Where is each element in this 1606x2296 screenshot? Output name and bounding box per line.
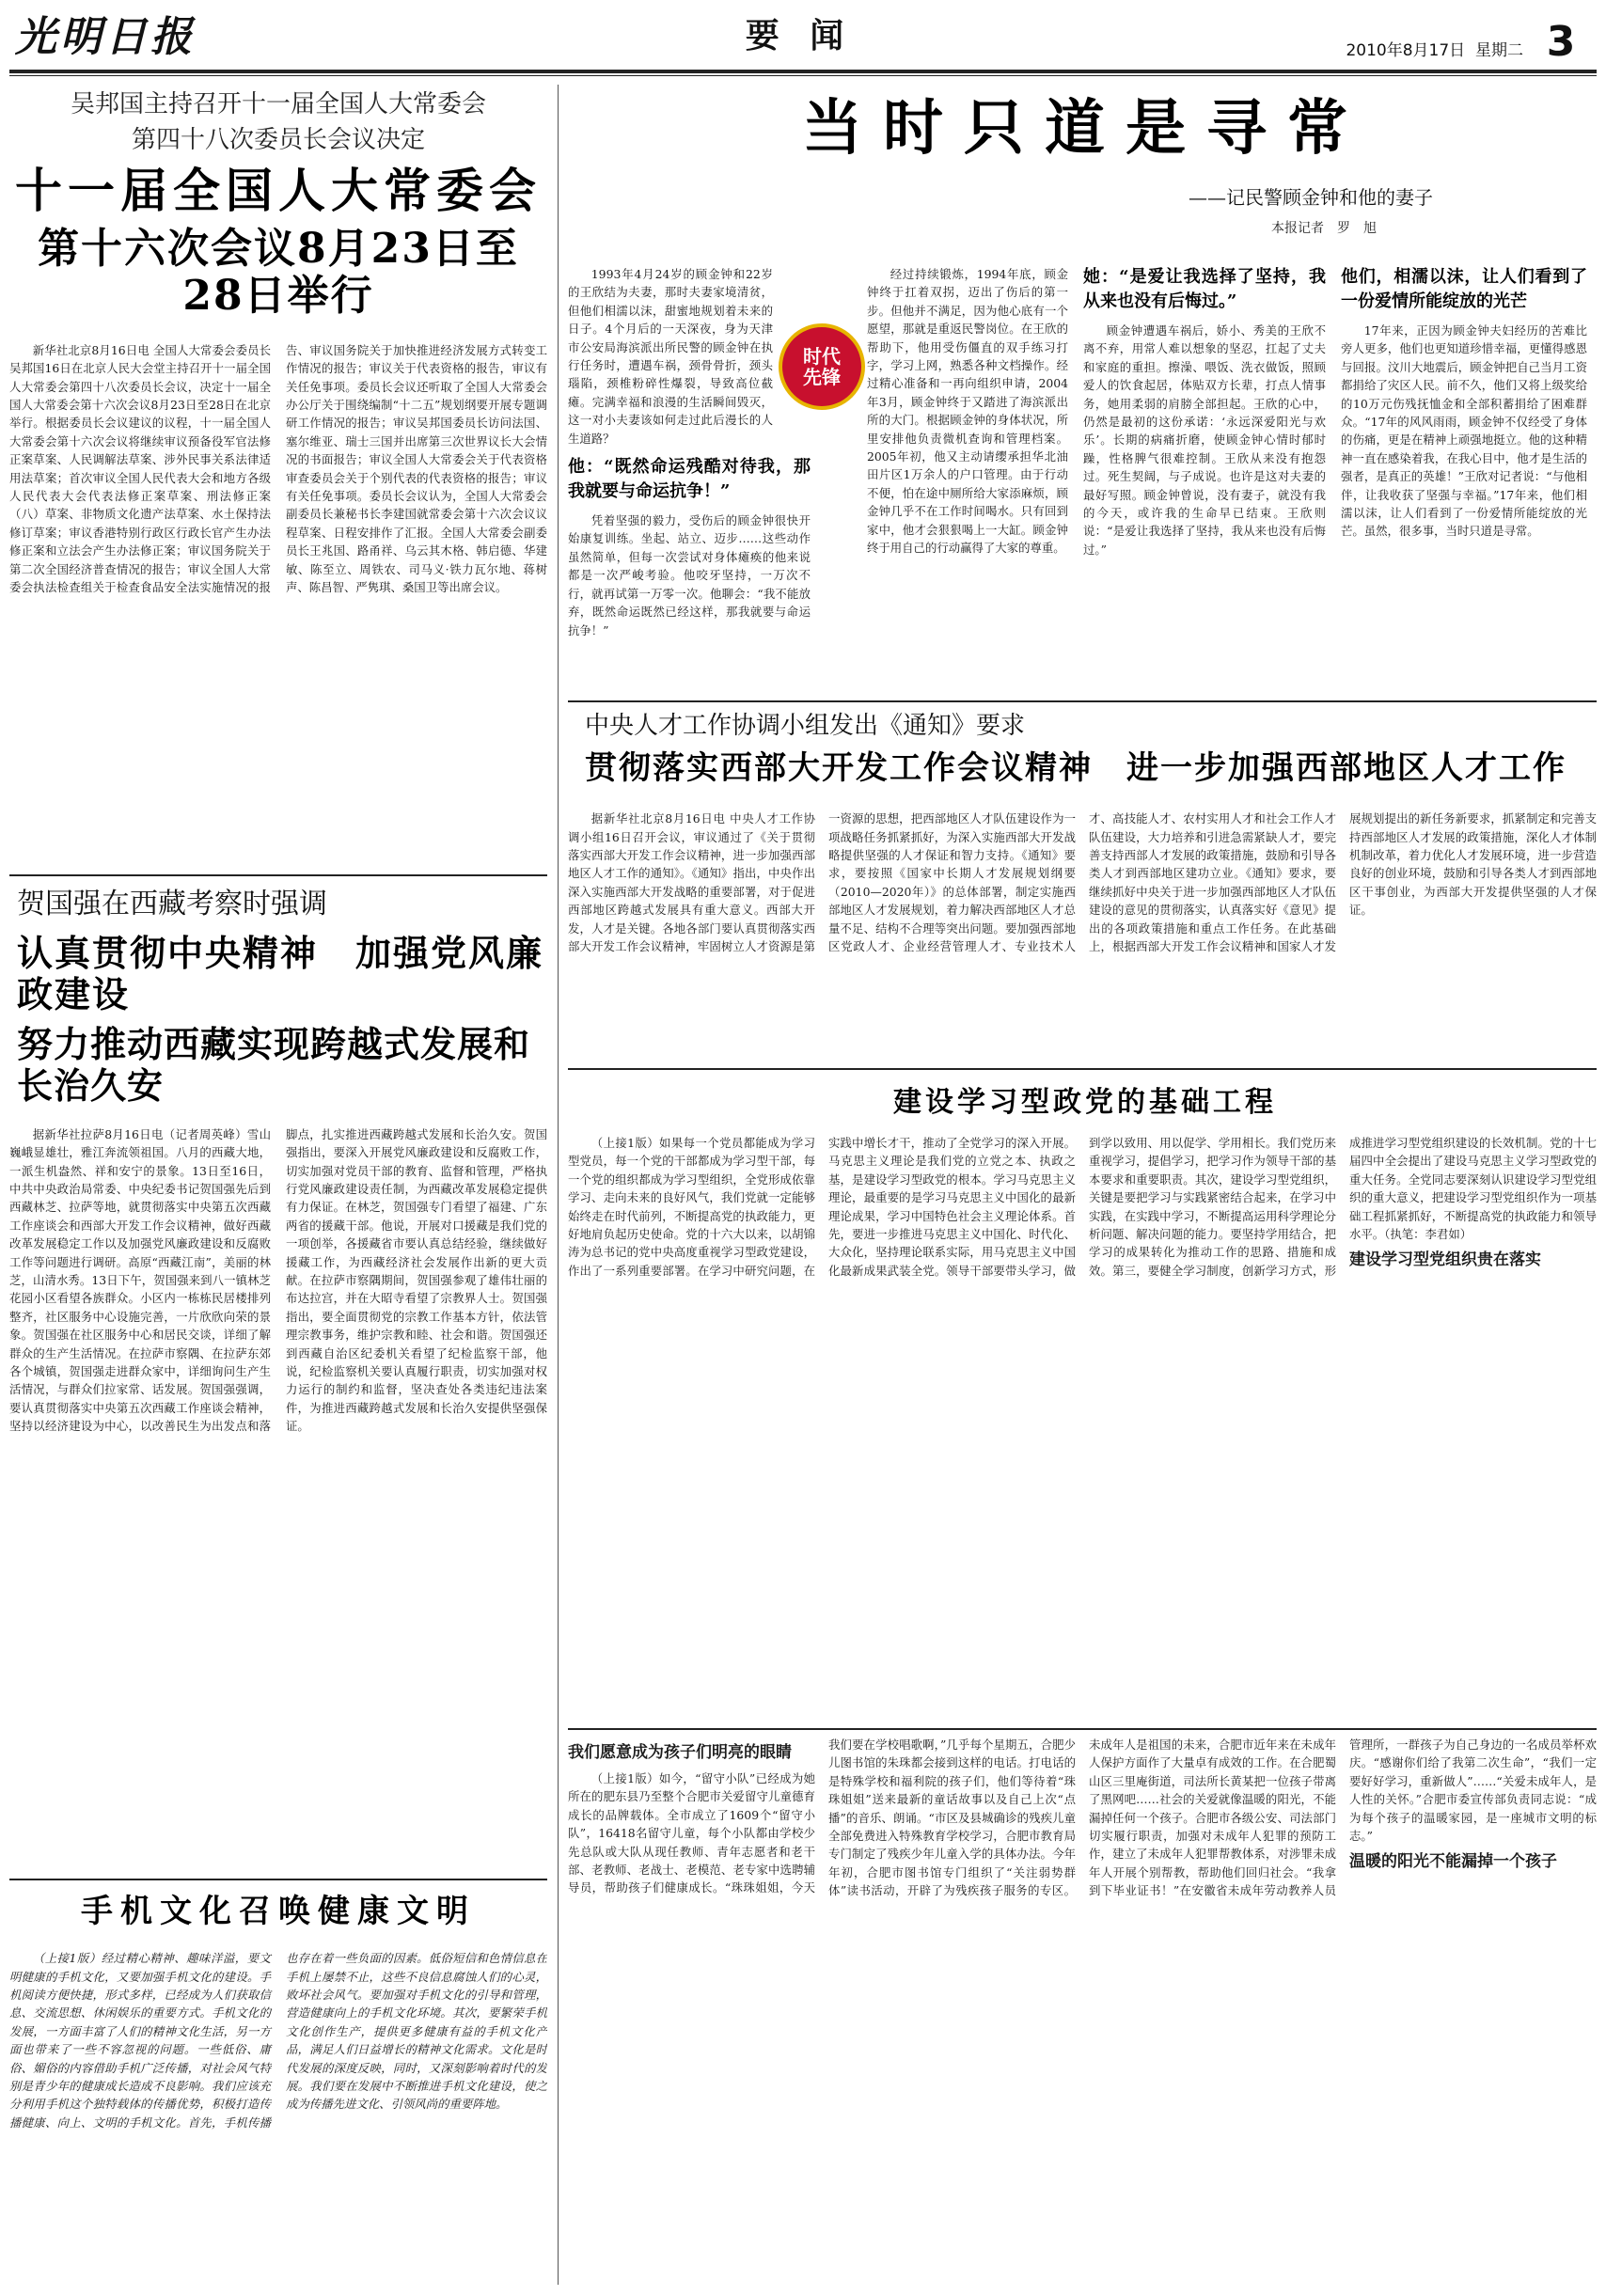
article-talent	[568, 707, 1597, 1064]
feature-col3-text: 顾金钟遭遇车祸后，娇小、秀美的王欣不离不弃，用常人难以想象的坚忍，扛起了丈夫和家庭的重担。擦澡、喂饭、洗衣做饭，照顾爱人的饮食起居，体贴双方长辈，打点人情事务，她用柔弱的肩膀全部担起。王欣的心中，仍然是最初的这份承诺：‘永远深爱阳光与欢乐’。长期的病痛折磨，使顾金钟心情时郁时躁，性格脾气很难控制。王欣从来没有抱怨过。死生契阔，与子成说。也许是这对夫妻的最好写照。顾金钟曾说，没有妻子，就没有我的今天，或许我的生命早已结束。王欣则说：“是爱让我选择了坚持，我从来也没有后悔过。”	[1083, 323, 1326, 557]
tibet-body-text: 据新华社拉萨8月16日电（记者周英峰）雪山巍峨显雄壮，雅江奔流领祖国。八月的西藏大地，一派生机盎然、祥和安宁的景象。13日至16日，中共中央政治局常委、中央纪委书记贺国强先后到西藏林芝、拉萨等地，就贯彻落实中央第五次西藏工作座谈会和西部大开发工作会议精神，做好西藏改革发展稳定工作以及加强党风廉政建设和反腐败工作等问题进行调研。高原“西藏江南”，美丽的林芝，山清水秀。13日下午，贺国强来到八一镇林芝花园小区看望各族群众。小区内一栋栋民居楼排列整齐，社区服务中心设施完善，一片欣欣向荣的景象。贺国强在社区服务中心和居民交谈，详细了解群众的生产生活情况。在拉萨市察隅、在拉萨东郊各个城镇，贺国强走进群众家中，详细询问生产生活情况，与群众们拉家常、话发展。贺国强强调，要认真贯彻落实中央第五次西藏工作座谈会精神，坚持以经济建设为中心，以改善民生为出发点和落脚点，扎实推进西藏跨越式发展和长治久安。贺国强指出，要深入开展党风廉政建设和反腐败工作，切实加强对党员干部的教育、监督和管理，严格执行党风廉政建设责任制，为西藏改革发展稳定提供有力保证。在林芝，贺国强专门看望了福建、广东两省的援藏干部。他说，开展对口援藏是我们党的一项创举，各援藏省市要认真总结经验，继续做好援藏工作，为西藏经济社会发展作出新的更大贡献。在拉萨市察隅期间，贺国强参观了雄伟壮丽的布达拉宫，并在大昭寺看望了宗教界人士。贺国强指出，要全面贯彻党的宗教工作基本方针，依法管理宗教事务，维护宗教和睦、社会和谐。贺国强还到西藏自治区纪委机关看望了纪检监察干部，他说，纪检监察机关要认真履行职责，切实加强对权力运行的制约和监督，坚决查处各类违纪违法案件，为推进西藏跨越式发展和长治久安提供坚强保证。	[9, 1126, 547, 1434]
npc-kicker-2: 第四十八次委员长会议决定	[131, 126, 425, 154]
npc-headline-1: 十一届全国人大常委会	[15, 163, 542, 218]
tibet-kicker: 贺国强在西藏考察时强调	[17, 888, 327, 920]
talent-body	[568, 810, 1597, 1035]
article-party	[568, 1074, 1597, 1722]
feature-quote-3: 他们，相濡以沫，让人们看到了一份爱情所能绽放的光芒	[1341, 267, 1587, 311]
npc-kicker-1: 吴邦国主持召开十一届全国人大常委会	[70, 90, 486, 118]
party-body-text: （上接1版）如果每一个党员都能成为学习型党员，每一个党的干部都成为学习型干部，每一个党的组织都成为学习型组织，全党形成依靠学习、走向未来的良好风气，我们党就一定能够始终走在时代前列，不断提高党的执政能力，更好地肩负起历史使命。党的十六大以来，以胡锦涛为总书记的党中央高度重视学习型政党建设，作出了一系列重要部署。在学习中研究问题，在实践中增长才干，推动了全党学习的深入开展。马克思主义理论是我们党的立党之本、执政之基，是建设学习型政党的根本。学习马克思主义理论，最重要的是学习马克思主义中国化的最新理论成果，学习中国特色社会主义理论体系。首先，要进一步推进马克思主义中国化、时代化、大众化，坚持理论联系实际，用马克思主义中国化最新成果武装全党。领导干部要带头学习，做到学以致用、用以促学、学用相长。我们党历来重视学习，提倡学习，把学习作为领导干部的基本要求和重要职责。其次，建设学习型党组织，关键是要把学习与实践紧密结合起来，在学习中实践，在实践中学习，不断提高运用科学理论分析问题、解决问题的能力。要坚持学用结合，把学习的成果转化为推动工作的思路、措施和成效。第三，要健全学习制度，创新学习方式，形成推进学习型党组织建设的长效机制。党的十七届四中全会提出了建设马克思主义学习型政党的重大任务。全党同志要深刻认识建设学习型党组织的重大意义，把建设学习型党组织作为一项基础工程抓紧抓好，不断提高党的执政能力和领导水平。（执笔：李君如）	[568, 1136, 1597, 1278]
tibet-body	[9, 1125, 547, 1871]
talent-kicker: 中央人才工作协调小组发出《通知》要求	[585, 712, 1026, 740]
issue-date	[1298, 39, 1523, 62]
children-body	[568, 1736, 1597, 2281]
article-npc	[9, 86, 547, 867]
feature-col-4	[1341, 265, 1587, 688]
talent-body-text: 据新华社北京8月16日电 中央人才工作协调小组16日召开会议，审议通过了《关于贯彻落实西部大开发工作会议精神，进一步加强西部地区人才工作的通知》。《通知》指出，中央作出深入实施西部大开发战略的重要部署，对于促进西部地区跨越式发展具有重大意义。西部大开发，人才是关键。各地各部门要认真贯彻落实西部大开发工作会议精神，牢固树立人才资源是第一资源的思想，把西部地区人才队伍建设作为一项战略任务抓紧抓好，为深入实施西部大开发战略提供坚强的人才保证和智力支持。《通知》要求，要按照《国家中长期人才发展规划纲要（2010—2020年）》的总体部署，制定实施西部地区人才发展规划，着力解决西部地区人才总量不足、结构不合理等突出问题。要加强西部地区党政人才、企业经营管理人才、专业技术人才、高技能人才、农村实用人才和社会工作人才队伍建设，大力培养和引进急需紧缺人才，要完善支持西部人才发展的政策措施，鼓励和引导各类人才到西部地区建功立业。《通知》要求，要继续抓好中央关于进一步加强西部地区人才队伍建设的意见的贯彻落实，认真落实好《意见》提出的各项政策措施和重点工作任务。在此基础上，根据西部大开发工作会议精神和国家人才发展规划提出的新任务新要求，抓紧制定和完善支持西部地区人才发展的政策措施，深化人才体制机制改革，着力优化人才发展环境，进一步营造良好的创业环境，鼓励和引导各类人才到西部地区干事创业，为西部大开发提供坚强的人才保证。	[568, 811, 1597, 953]
tibet-headline-1: 认真贯彻中央精神 加强党风廉政建设	[17, 932, 544, 1015]
column-divider	[558, 85, 559, 2285]
feature-headline: 当时只道是寻常	[802, 93, 1368, 164]
date-text: 2010年8月17日	[1346, 41, 1466, 60]
feature-quote-1: 他：“既然命运残酷对待我，那我就要与命运抗争！”	[568, 457, 811, 502]
party-headline: 建设学习型政党的基础工程	[893, 1086, 1277, 1119]
article-feature	[568, 86, 1597, 698]
feature-col4-text: 17年来，正因为顾金钟夫妇经历的苦难比旁人更多，他们也更知道珍惜幸福，更懂得感恩与回报。汶川大地震后，顾金钟把自己当月工资都捐给了灾区人民。前不久，他们又将上级奖给的10万元伤残抚恤金和全部积蓄捐给了困难群众。“17年的风风雨雨，顾金钟不仅经受了身体的伤痛，更是在精神上顽强地挺立。他的这种精神一直在感染着我，在我心目中，他才是生活的强者，是真正的英雄！”王欣对记者说：“与他相伴，让我收获了坚强与幸福。”17年来，他们相濡以沫，让人们看到了一份爱情所能绽放的光芒。虽然，很多事，当时只道是寻常。	[1341, 323, 1587, 539]
weekday-text: 星期二	[1475, 41, 1523, 60]
tibet-headline-2: 努力推动西藏实现跨越式发展和长治久安	[17, 1023, 531, 1108]
npc-body	[9, 341, 547, 867]
children-body-text: （上接1版）如今，“留守小队”已经成为她所在的肥东县乃至整个合肥市关爱留守儿童德育成长的品牌载体。全市成立了1609个“留守小队”，16418名留守儿童，每个小队都由学校少先总队或大队从现任教师、青年志愿者和老干部、老教师、老战士、老模范、老专家中选聘辅导员，帮助孩子们健康成长。“珠珠姐姐，今天我们要在学校唱歌啊，”几乎每个星期五，合肥少儿图书馆的朱珠都会接到这样的电话。打电话的是特殊学校和福利院的孩子们，他们等待着“珠珠姐姐”送来最新的童话故事以及自己上次“点播”的音乐、朗诵。“市区及县城确诊的残疾儿童全部免费进入特殊教育学校学习，合肥市教育局专门制定了残疾少年儿童入学的具体办法。今年年初，合肥市图书馆专门组织了“关注弱势群体”读书活动，开辟了为残疾孩子服务的专区。未成年人是祖国的未来，合肥市近年来在未成年人保护方面作了大量卓有成效的工作。在合肥蜀山区三里庵街道，司法所长黄某把一位孩子带离了黑网吧……社会的关爱就像温暖的阳光，不能漏掉任何一个孩子。合肥市各级公安、司法部门切实履行职责，加强对未成年人犯罪的预防工作，建立了未成年人犯罪帮教体系，对涉罪未成年人开展个别帮教，帮助他们回归社会。“我拿到下毕业证书！”在安徽省未成年劳动教养人员管理所，一群孩子为自己身边的一名成员举杯欢庆。“感谢你们给了我第二次生命”，“我们一定要好好学习，重新做人”……“关爱未成年人，是人性的关怀。”合肥市委宣传部负责同志说：“成为每个孩子的温暖家园，是一座城市文明的标志。”	[568, 1738, 1597, 1898]
npc-headline-2: 第十六次会议8月23日至28日举行	[38, 224, 519, 321]
newspaper-logo: 光明日报	[15, 13, 196, 61]
party-subhead: 建设学习型党组织贵在落实	[1349, 1250, 1541, 1270]
article-tibet	[9, 884, 547, 1871]
feature-quote-2: 她：“是爱让我选择了坚持，我从来也没有后悔过。”	[1083, 267, 1326, 311]
feature-col1-text: 1993年4月24岁的顾金钟和22岁的王欣结为夫妻，那时夫妻家境清贫，但他们相濡以沫，甜蜜地规划着未来的日子。4个月后的一天深夜，身为天津市公安局海滨派出所民警的顾金钟在执行任务时，遭遇车祸，颈骨骨折，颈头瑙陷，颈椎粉碎性爆裂，导致高位截瘫。完满幸福和浪漫的生活瞬间毁灭，这一对小夫妻该如何走过此后漫长的人生道路？	[568, 267, 773, 446]
badge-text: 时代先锋	[803, 345, 841, 388]
npc-body-text: 新华社北京8月16日电 全国人大常委会委员长吴邦国16日在北京人民大会堂主持召开十一届全国人大常委会第四十八次委员长会议，决定十一届全国人大常委会第十六次会议8月23日至28日在北京举行。根据委员长会议建议的议程，十一届全国人大常委会第十六次会议将继续审议预备役军官法修正案草案、人民调解法草案、涉外民事关系法律适用法草案；首次审议全国人民代表大会和地方各级人民代表大会代表法修正案草案、刑法修正案（八）草案、非物质文化遗产法草案、水土保持法修订草案；审议香港特别行政区行政长官产生办法修正案和立法会产生办法修正案；审议国务院关于第二次全国经济普查情况的报告；审议全国人大常委会执法检查组关于检查食品安全法实施情况的报告、审议国务院关于加快推进经济发展方式转变工作情况的报告；审议关于代表资格的报告，审议有关任免事项。委员长会议还听取了全国人大常委会办公厅关于围绕编制“十二五”规划纲要开展专题调研工作情况的报告；审议吴邦国委员长访问法国、塞尔维亚、瑞士三国并出席第三次世界议长大会情况的书面报告；审议全国人大常委会关于代表资格审查委员会关于个别代表的代表资格的报告；审议有关任免事项。委员长会议认为，全国人大常委会副委员长兼秘书长李建国就常委会第十六次会议议程草案、日程安排作了汇报。全国人大常委会副委员长王兆国、路甬祥、乌云其木格、韩启德、华建敏、陈至立、周铁农、司马义·铁力瓦尔地、蒋树声、陈昌智、严隽琪、桑国卫等出席会议。	[9, 342, 547, 594]
feature-byline: 本报记者 罗 旭	[1271, 221, 1377, 236]
left-divider-2	[9, 1879, 547, 1880]
talent-headline: 贯彻落实西部大开发工作会议精神 进一步加强西部地区人才工作	[585, 749, 1567, 787]
feature-subhead: ——记民警顾金钟和他的妻子	[1189, 186, 1433, 209]
children-subhead-1: 我们愿意成为孩子们明亮的眼睛	[568, 1743, 792, 1762]
feature-col-3	[1083, 265, 1326, 688]
right-divider-3	[568, 1728, 1597, 1730]
party-body	[568, 1134, 1597, 1717]
children-subhead-2: 温暖的阳光不能漏掉一个孩子	[1349, 1852, 1557, 1872]
masthead	[0, 0, 1606, 77]
right-divider-1	[568, 700, 1597, 702]
article-mobile	[9, 1886, 547, 2287]
left-divider-1	[9, 874, 547, 876]
masthead-rule-thin	[9, 75, 1597, 76]
page-number: 3	[1546, 18, 1576, 66]
masthead-rule	[9, 70, 1597, 73]
article-children	[568, 1736, 1597, 2287]
mobile-body	[9, 1949, 547, 2278]
feature-col-2	[826, 265, 1068, 688]
mobile-headline: 手机文化召唤健康文明	[81, 1893, 476, 1930]
feature-col-1	[568, 265, 811, 688]
mobile-body-text: （上接1版）经过精心精神、趣味洋溢，要文明健康的手机文化，又要加强手机文化的建设。手机阅读方便快捷，形式多样，已经成为人们获取信息、交流思想、休闲娱乐的重要方式。手机文化的发展，一方面丰富了人们的精神文化生活，另一方面也带来了一些不容忽视的问题。一些低俗、庸俗、媚俗的内容借助手机广泛传播，对社会风气特别是青少年的健康成长造成不良影响。我们应该充分利用手机这个独特载体的传播优势，积极打造传播健康、向上、文明的手机文化。首先，手机传播也存在着一些负面的因素。低俗短信和色情信息在手机上屡禁不止，这些不良信息腐蚀人们的心灵，败坏社会风气。要加强对手机文化的引导和管理，营造健康向上的手机文化环境。其次，要繁荣手机文化创作生产，提供更多健康有益的手机文化产品，满足人们日益增长的精神文化需求。文化是时代发展的深度反映，同时，又深刻影响着时代的发展。我们要在发展中不断推进手机文化建设，使之成为传播先进文化、引领风尚的重要阵地。	[9, 1951, 547, 2130]
feature-col2-text: 经过持续锻炼，1994年底，顾金钟终于扛着双拐，迈出了伤后的第一步。但他并不满足，因为他心底有一个愿望，那就是重返民警岗位。在王欣的帮助下，他用受伤僵直的双手练习打字，学习上网，熟悉各种文档操作。经过精心准备和一再向组织申请，2004年3月，顾金钟终于又踏进了海滨派出所的大门。根据顾金钟的身体状况，所里安排他负责微机查询和管理档案。2005年初，他又主动请缨承担华北油田片区1万余人的户口管理。由于行动不便，怕在途中厕所给大家添麻烦，顾金钟几乎不在工作时间喝水。只有回到家中，他才会狠狠喝上一大缸。顾金钟终于用自己的行动赢得了大家的尊重。	[867, 267, 1068, 556]
section-title: 要 闻	[745, 16, 854, 55]
feature-col1b-text: 凭着坚强的毅力，受伤后的顾金钟很快开始康复训练。坐起、站立、迈步……这些动作虽然简单，但每一次尝试对身体瘫痪的他来说都是一次严峻考验。他咬牙坚持，一万次不行，就再试第一万零一次。他聊会：“我不能放弃，既然命运既然已经这样，那我就要与命运抗争！”	[568, 513, 811, 637]
right-divider-2	[568, 1068, 1597, 1070]
